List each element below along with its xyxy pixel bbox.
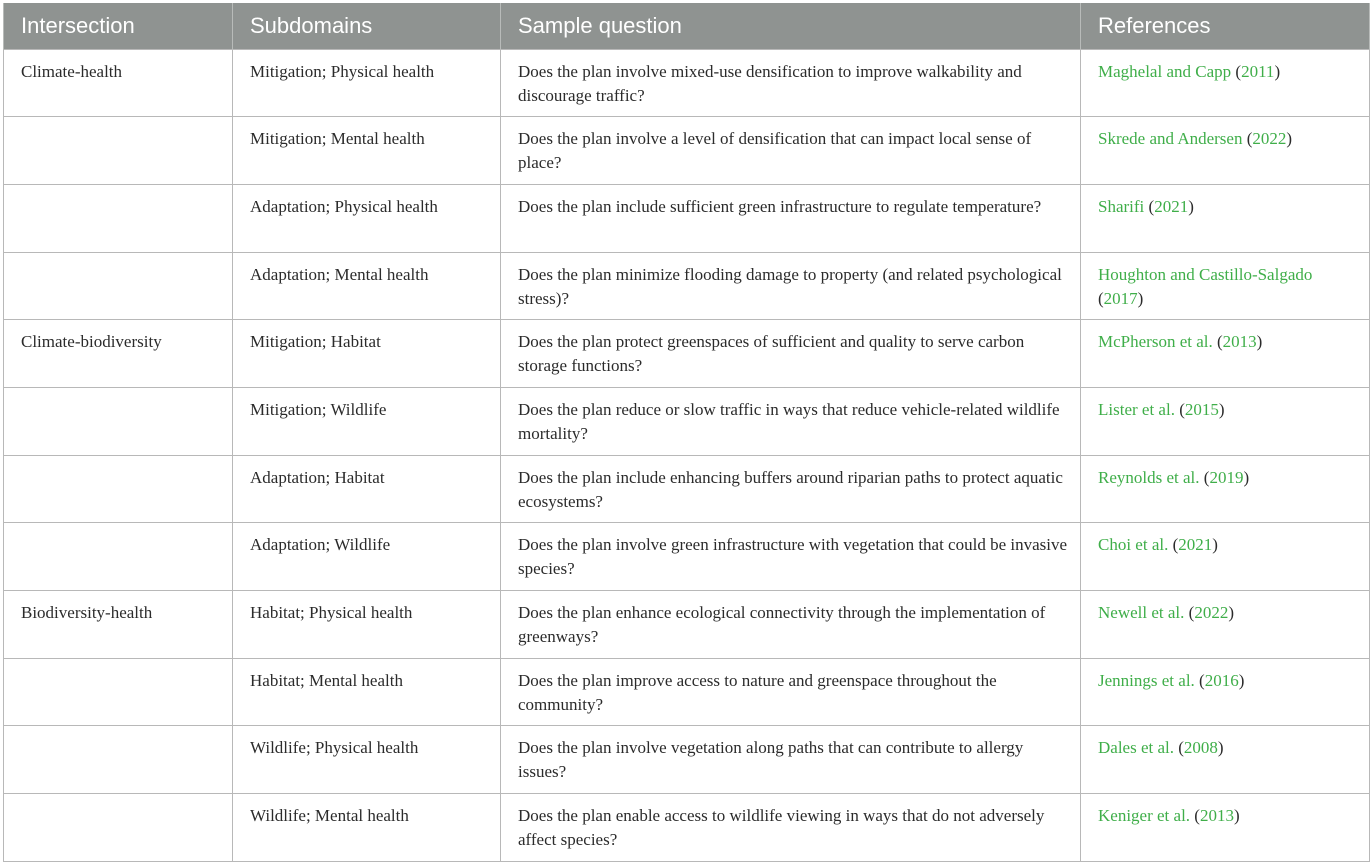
reference-authors-link[interactable]: Lister et al.: [1098, 399, 1175, 419]
references-cell: [1081, 49, 1370, 117]
references-cell: [1081, 523, 1370, 591]
header-intersection: Intersection: [4, 3, 233, 49]
reference-authors-link[interactable]: Newell et al.: [1098, 603, 1185, 622]
reference-paren-close: ): [1188, 196, 1194, 216]
sample-question-cell: Does the plan enhance ecological connectivity through the implementation of greenways?: [501, 591, 1081, 659]
sample-question-cell: Does the plan involve a level of densification that can impact local sense of place?: [501, 117, 1081, 185]
table-row: [4, 726, 1370, 794]
sample-question-cell: Does the plan protect greenspaces of sufficient and quality to serve carbon storage functions?: [501, 320, 1081, 388]
reference-year-link[interactable]: 2021: [1154, 196, 1189, 216]
table-row: [4, 184, 1370, 252]
intersections-table: [3, 3, 1370, 862]
sample-question-cell: Does the plan include sufficient green infrastructure to regulate temperature?: [501, 184, 1081, 252]
reference-authors-link[interactable]: Choi et al.: [1098, 535, 1169, 555]
intersection-cell: [4, 794, 233, 862]
reference-paren-open: (: [1174, 399, 1185, 419]
intersection-cell: [4, 117, 233, 185]
header-row: [4, 3, 1370, 49]
sample-question-cell: Does the plan enable access to wildlife viewing in ways that do not adversely affect species?: [501, 794, 1081, 862]
reference-year-link[interactable]: 2022: [1252, 129, 1287, 149]
references-cell: [1081, 794, 1370, 862]
subdomains-cell: Wildlife; Mental health: [233, 794, 501, 862]
subdomains-cell: Mitigation; Mental health: [233, 117, 501, 185]
reference-year-link[interactable]: 2021: [1178, 535, 1213, 555]
references-cell: [1081, 658, 1370, 726]
reference-authors-link[interactable]: Sharifi: [1098, 196, 1145, 216]
intersection-cell: [4, 184, 233, 252]
table-row: [4, 252, 1370, 320]
reference-paren-open: (: [1144, 196, 1155, 216]
reference-paren-close: ): [1274, 61, 1281, 81]
intersection-cell: [4, 658, 233, 726]
table-row: [4, 117, 1370, 185]
reference-paren-open: (: [1231, 61, 1242, 81]
references-cell: [1081, 726, 1370, 794]
header-sample-question: Sample question: [501, 3, 1081, 49]
subdomains-cell: Habitat; Physical health: [233, 591, 501, 659]
reference-paren-close: ): [1137, 288, 1144, 308]
reference-authors-link[interactable]: Maghelal and Capp: [1098, 61, 1232, 81]
intersection-cell: [4, 523, 233, 591]
reference-authors-link[interactable]: McPherson et al.: [1098, 332, 1213, 352]
references-cell: [1081, 184, 1370, 252]
reference-paren-close: ): [1238, 670, 1245, 690]
sample-question-cell: Does the plan involve mixed-use densification to improve walkability and discourage traffic?: [501, 49, 1081, 117]
subdomains-cell: Adaptation; Physical health: [233, 184, 501, 252]
sample-question-cell: Does the plan include enhancing buffers around riparian paths to protect aquatic ecosystems?: [501, 455, 1081, 523]
reference-year-link[interactable]: 2013: [1222, 332, 1257, 352]
sample-question-cell: Does the plan involve green infrastructure with vegetation that could be invasive species?: [501, 523, 1081, 591]
sample-question-cell: Does the plan minimize flooding damage to property (and related psychological stress)?: [501, 252, 1081, 320]
reference-year-link[interactable]: 2011: [1241, 61, 1275, 81]
reference-paren-close: ): [1228, 603, 1234, 622]
intersection-cell: [4, 252, 233, 320]
sample-question-cell: Does the plan reduce or slow traffic in ways that reduce vehicle-related wildlife mortality?: [501, 387, 1081, 455]
reference-paren-open: (: [1212, 332, 1223, 352]
table-row: [4, 591, 1370, 659]
reference-paren-close: ): [1218, 399, 1225, 419]
reference-authors-link[interactable]: Dales et al.: [1098, 738, 1174, 758]
table-row: [4, 320, 1370, 388]
reference-paren-open: (: [1184, 603, 1195, 622]
reference-year-link[interactable]: 2017: [1103, 288, 1138, 308]
reference-year-link[interactable]: 2015: [1184, 399, 1219, 419]
reference-paren-open: (: [1174, 738, 1184, 758]
reference-year-link[interactable]: 2013: [1199, 806, 1234, 826]
subdomains-cell: Adaptation; Mental health: [233, 252, 501, 320]
reference-authors-link[interactable]: Skrede and Andersen: [1098, 129, 1243, 149]
reference-paren-close: ): [1233, 806, 1240, 826]
intersection-cell: Climate-health: [4, 49, 233, 117]
subdomains-cell: Habitat; Mental health: [233, 658, 501, 726]
table-body: [4, 49, 1370, 861]
reference-authors-link[interactable]: Jennings et al.: [1098, 670, 1195, 690]
intersection-cell: Biodiversity-health: [4, 591, 233, 659]
intersection-cell: [4, 455, 233, 523]
header-subdomains: Subdomains: [233, 3, 501, 49]
references-cell: [1081, 117, 1370, 185]
table-row: [4, 658, 1370, 726]
reference-paren-open: (: [1098, 288, 1104, 308]
reference-year-link[interactable]: 2016: [1204, 670, 1239, 690]
sample-question-cell: Does the plan improve access to nature and greenspace throughout the community?: [501, 658, 1081, 726]
intersection-cell: [4, 387, 233, 455]
reference-paren-close: ): [1286, 129, 1293, 149]
reference-paren-close: ): [1212, 535, 1218, 555]
references-cell: [1081, 591, 1370, 659]
table-row: [4, 455, 1370, 523]
table-row: [4, 523, 1370, 591]
references-cell: [1081, 387, 1370, 455]
subdomains-cell: Adaptation; Habitat: [233, 455, 501, 523]
reference-year-link[interactable]: 2019: [1209, 467, 1244, 487]
reference-paren-close: ): [1217, 738, 1224, 758]
subdomains-cell: Mitigation; Physical health: [233, 49, 501, 117]
table-row: [4, 387, 1370, 455]
reference-authors-link[interactable]: Houghton and Castillo-Salgado: [1098, 264, 1313, 284]
reference-paren-open: (: [1190, 806, 1200, 826]
sample-question-cell: Does the plan involve vegetation along paths that can contribute to allergy issues?: [501, 726, 1081, 794]
subdomains-cell: Mitigation; Wildlife: [233, 387, 501, 455]
reference-authors-link[interactable]: Keniger et al.: [1098, 806, 1191, 826]
reference-paren-open: (: [1168, 535, 1179, 555]
subdomains-cell: Mitigation; Habitat: [233, 320, 501, 388]
table-row: [4, 794, 1370, 862]
intersection-cell: [4, 726, 233, 794]
reference-paren-open: (: [1199, 467, 1210, 487]
reference-paren-open: (: [1194, 670, 1205, 690]
reference-year-link[interactable]: 2022: [1194, 603, 1229, 622]
intersection-cell: Climate-biodiversity: [4, 320, 233, 388]
references-cell: [1081, 252, 1370, 320]
reference-paren-close: ): [1256, 332, 1263, 352]
reference-authors-link[interactable]: Reynolds et al.: [1098, 467, 1200, 487]
header-references: References: [1081, 3, 1370, 49]
subdomains-cell: Adaptation; Wildlife: [233, 523, 501, 591]
reference-paren-close: ): [1243, 467, 1250, 487]
table-header: [4, 3, 1370, 49]
references-cell: [1081, 320, 1370, 388]
reference-paren-open: (: [1242, 129, 1253, 149]
table-row: [4, 49, 1370, 117]
references-cell: [1081, 455, 1370, 523]
reference-year-link[interactable]: 2008: [1183, 738, 1218, 758]
subdomains-cell: Wildlife; Physical health: [233, 726, 501, 794]
